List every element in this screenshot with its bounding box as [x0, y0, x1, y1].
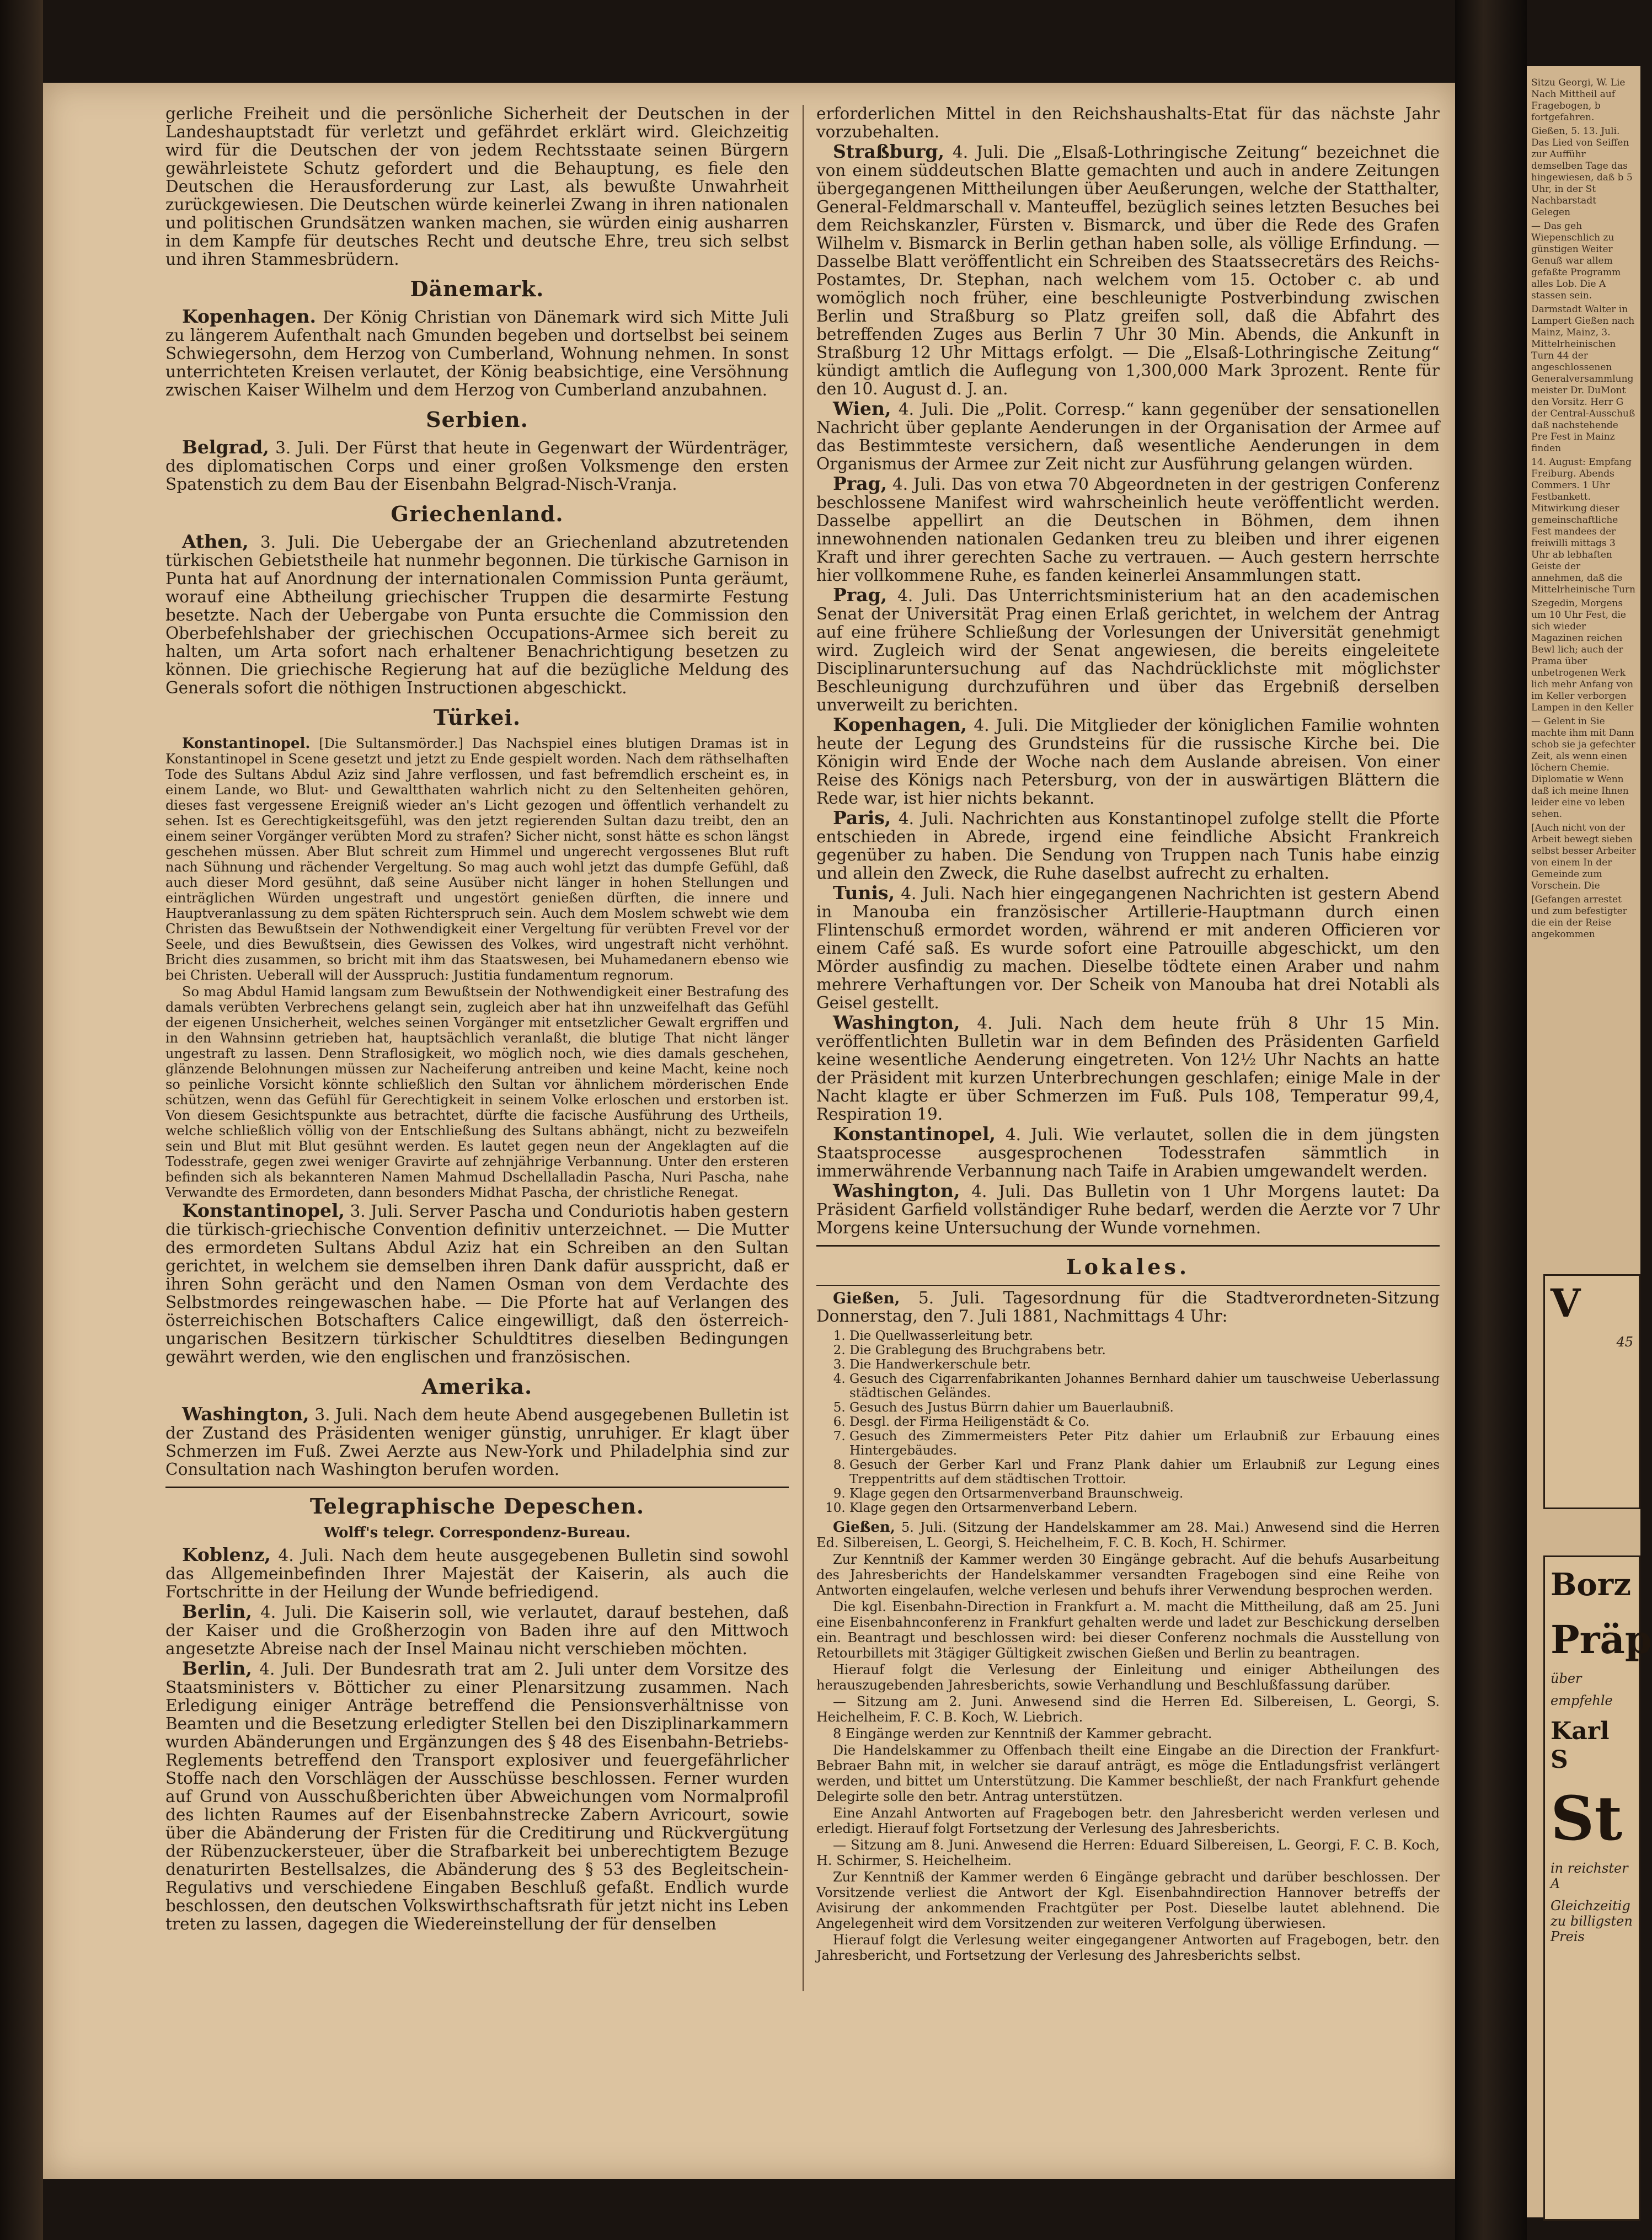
dateline-city: Berlin,: [182, 1601, 252, 1622]
dateline-city: Gießen,: [833, 1519, 895, 1536]
advertisement-box: [1543, 1555, 1652, 2221]
article-text: — Sitzung am 8. Juni. Anwesend die Herren: Eduard Silbereisen, L. Georgi, F. C. B. Koch, H. Schirmer, S. Heichelheim.: [816, 1837, 1440, 1868]
article-text: 5. Juli. (Sitzung der Handelskammer am 28. Mai.) Anwesend sind die Herren Ed. Silbereisen, L. Georgi, S. Heichelheim, F. C. B. Koch, H. Schirmer.: [816, 1520, 1440, 1551]
dateline-city: Straßburg,: [833, 141, 944, 162]
dateline-city: Prag,: [833, 473, 888, 494]
article-text: 4. Juli. Die Kaiserin soll, wie verlautet, darauf bestehen, daß der Kaiser und die Großherzogin von Baden ihre auf den Mittwoch angesetzte Abreise nach der Insel Mainau nicht verschieben möchten.: [165, 1603, 789, 1658]
agenda-item: 8. Gesuch der Gerber Karl und Franz Plank dahier um Erlaubniß zur Legung eines Treppentritts auf dem städtischen Trottoir.: [849, 1458, 1440, 1487]
dateline-city: Washington,: [833, 1180, 960, 1201]
article-text: 3. Juli. Server Pascha und Conduriotis haben gestern die türkisch-griechische Convention definitiv unterzeichnet. — Die Mutter des ermordeten Sultans Abdul Aziz hat ein Schreiben an den Sultan gerichtet, in welchem sie demselben ihren Dank dafür ausspricht, daß er ihren Sohn gerächt und den Namen Osman von dem Verdachte des Selbstmordes reingewaschen habe. — Die Pforte hat auf Verlangen des österreichischen Botschafters Calice eingewilligt, daß den österreich-ungarischen Besitzern türkischer Schuldtitres dieselben Bedingungen gewährt werden, wie den englischen und französischen.: [165, 1202, 789, 1366]
article-text: 4. Juli. Die Mitglieder der königlichen Familie wohnten heute der Legung des Grundsteins für die russische Kirche bei. Die Königin wird Ende der Woche nach dem Auslande abreisen. Von einer Reise des Königs nach Petersburg, von der in auswärtigen Blättern die Rede war, ist hier nichts bekannt.: [816, 716, 1440, 808]
article-text: 3. Juli. Die Uebergabe der an Griechenland abzutretenden türkischen Gebietstheile hat nunmehr begonnen. Die türkische Garnison in Punta hat auf Anordnung der internationalen Commission Punta geräumt, worauf eine Abtheilung griechischer Truppen die desarmirte Festung besetzte. Nach der Uebergabe von Punta ersuchte die Commission den Oberbefehlshaber der griechischen Occupations-Armee sich bereit zu halten, um Arta sofort nach erhaltener Benachrichtigung besetzen zu können. Die griechische Regierung hat auf die bezügliche Meldung des Generals sofort die nöthigen Instructionen abgeschickt.: [165, 533, 789, 697]
article-text: Der König Christian von Dänemark wird sich Mitte Juli zu längerem Aufenthalt nach Gmunden begeben und dortselbst bei seinem Schwiegersohn, dem Herzog von Cumberland, Wohnung nehmen. In sonst unterrichteten Kreisen verlautet, der König beabsichtige, eine Versöhnung zwischen Kaiser Wilhelm und dem Herzog von Cumberland anzubahnen.: [165, 308, 789, 399]
section-rule: [816, 1245, 1440, 1247]
paragraph: gerliche Freiheit und die persönliche Sicherheit der Deutschen in der Landeshauptstadt für verletzt und gefährdet erklärt wird. Gleichzeitig wird für die Deutschen der von jedem Rechtsstaate seinen Bürgern gewährleistete Schutz gefordert und die Behauptung, es fiele den Deutschen die Herausforderung zur Last, als bewußte Unwahrheit zurückgewiesen. Die Deutschen würde keinerlei Zwang in ihren nationalen und politischen Grundsätzen wanken machen, sie würden einig ausharren in dem Kampfe für deutsches Recht und deutsche Ehre, treu sich selbst und ihren Stammesbrüdern.: [165, 104, 789, 269]
article-text: Zur Kenntniß der Kammer werden 30 Eingänge gebracht. Auf die behufs Ausarbeitung des Jahresberichts der Handelskammer versandten Fragebogen sind eine Reihe von Antworten eingelaufen, welche verlesen und behufs ihrer Verwendung besprochen werden.: [816, 1552, 1440, 1598]
dateline-city: Athen,: [182, 531, 249, 552]
article-text: Hierauf folgt die Verlesung der Einleitung und einiger Abtheilungen des herauszugebenden Jahresberichts, sowie Verhandlung und Beschlußfassung darüber.: [816, 1662, 1440, 1693]
book-gutter: [1455, 0, 1527, 2240]
article-text: 3. Juli. Der Fürst that heute in Gegenwart der Würdenträger, des diplomatischen Corps und einer großen Volksmenge den ersten Spatenstich zu dem Bau der Eisenbahn Belgrad-Nisch-Vranja.: [165, 439, 789, 494]
agenda-item: 2. Die Grablegung des Bruchgrabens betr.: [849, 1343, 1440, 1357]
book-spine-left: [0, 0, 43, 2240]
dateline-city: Washington,: [833, 1012, 960, 1033]
ad-heading: Präp: [1551, 1617, 1652, 1662]
article-text: 4. Juli. Nach hier eingegangenen Nachrichten ist gestern Abend in Manouba ein französischer Artillerie-Hauptmann durch einen Flintenschuß ermordet worden, während er mit anderen Officieren vor einem Café saß. Es wurde sofort eine Patrouille abgeschickt, um den Mörder ausfindig zu machen. Dieselbe tödtete einen Araber und nahm mehrere Verhaftungen vor. Der Scheik von Manouba hat drei Notabli als Geisel gestellt.: [816, 884, 1440, 1012]
agenda-item: 4. Gesuch des Cigarrenfabrikanten Johannes Bernhard dahier um tauschweise Ueberlassung städtischen Geländes.: [849, 1372, 1440, 1400]
ad-text: Gleichzeitig zu billigsten Preis: [1551, 1898, 1633, 1944]
section-heading-telegraphische-depeschen: Telegraphische Depeschen.: [309, 1494, 645, 1519]
section-heading-amerika: Amerika.: [421, 1374, 533, 1399]
article-text: Eine Anzahl Antworten auf Fragebogen betr. den Jahresbericht werden verlesen und erledigt. Hierauf folgt Fortsetzung der Verlesung des Jahresberichts.: [816, 1805, 1440, 1836]
left-column: [165, 105, 789, 1934]
dateline-city: Washington,: [182, 1403, 309, 1425]
article-text: 5. Juli. Tagesordnung für die Stadtverordneten-Sitzung Donnerstag, den 7. Juli 1881, Nachmittags 4 Uhr:: [816, 1289, 1440, 1325]
adjacent-paragraph: Gießen, 5. 13. Juli. Das Lied von Seiffen zur Aufführ demselben Tage das hingewiesen, daß b 5 Uhr, in der St Nachbarstadt Gelegen: [1531, 126, 1633, 218]
advertisement-box: [1543, 1274, 1640, 1509]
section-rule: [165, 1487, 789, 1488]
dateline-city: Konstantinopel.: [182, 735, 311, 752]
agenda-item: 9. Klage gegen den Ortsarmenverband Braunschweig.: [849, 1487, 1440, 1501]
ad-heading: St: [1551, 1783, 1623, 1854]
paragraph: erforderlichen Mittel in den Reichshaushalts-Etat für das nächste Jahr vorzubehalten.: [816, 104, 1440, 141]
dateline-city: Wien,: [833, 398, 891, 419]
dateline-city: Konstantinopel,: [182, 1200, 345, 1221]
dateline-city: Koblenz,: [182, 1544, 271, 1565]
adjacent-paragraph: [Auch nicht von der Arbeit bewegt sieben selbst besser Arbeiter von einem In der Gemeinde zum Vorschein. Die: [1531, 822, 1636, 891]
section-heading-tuerkei: Türkei.: [433, 705, 521, 730]
section-heading-griechenland: Griechenland.: [391, 501, 564, 526]
adjacent-paragraph: Darmstadt Walter in Lampert Gießen nach Mainz, Mainz, 3. Mittelrheinischen Turn 44 der angeschlossenen Generalversammlung meister Dr. DuMont den Vorsitz. Herr G der Central-Ausschuß daß nachstehende Pre Fest in Mainz finden: [1531, 304, 1635, 454]
ad-heading: Karl S: [1551, 1717, 1610, 1774]
agenda-item: 5. Gesuch des Justus Bürrn dahier um Bauerlaubniß.: [849, 1400, 1440, 1415]
article-text: 3. Juli. Nach dem heute Abend ausgegebenen Bulletin ist der Zustand des Präsidenten weniger günstig, unruhiger. Er klagt über Schmerzen im Fuß. Zwei Aerzte aus New-York und Philadelphia sind zur Consultation nach Washington berufen worden.: [165, 1405, 789, 1479]
dateline-city: Belgrad,: [182, 436, 269, 458]
article-text: 4. Juli. Wie verlautet, sollen die in dem jüngsten Staatsprocesse ausgesprochenen Todesstrafen sämmtlich in immerwährende Verbannung nach Taife in Arabien umgewandelt werden.: [816, 1125, 1440, 1180]
right-column: [816, 105, 1440, 1964]
dateline-city: Gießen,: [833, 1289, 900, 1307]
dateline-city: Paris,: [833, 807, 891, 828]
ad-number: 45: [1616, 1334, 1633, 1350]
dateline-city: Berlin,: [182, 1658, 252, 1679]
article-text: [Die Sultansmörder.] Das Nachspiel eines blutigen Dramas ist in Konstantinopel in Scene gesetzt und jetzt zu Ende gespielt worden. Nach dem räthselhaften Tode des Sultans Abdul Aziz sind Jahre verflossen, und fast befremdlich erscheint es, in einem Lande, wo Blut- und Gewaltthaten wahrlich nicht zu den Seltenheiten gehören, dieses fast vergessene Ereigniß wieder an's Licht gezogen und öffentlich verhandelt zu sehen. Ist es Gerechtigkeitsgefühl, was den jetzt regierenden Sultan dazu treibt, den an einem seiner Vorgänger verübten Mord zu strafen? Sicher nicht, sonst hätte es schon längst geschehen müssen. Aber Blut schreit zum Himmel und ungerecht vergossenes Blut ruft nach Sühnung und rächender Vergeltung. So mag auch wohl jetzt das dumpfe Gefühl, daß auch dieser Mord gesühnt, daß seine Ausüber nicht länger in hohen Stellungen und einträglichen Würden ungestraft und ungestört genießen dürften, die innere und Hauptveranlassung zu dem späten Richterspruch sein. Auch dem Moslem schwebt wie dem Christen das Bewußtsein der Nothwendigkeit einer Vergeltung für verübten Frevel vor der Seele, und dies Bewußtsein, dies Gewissen des Volkes, wird ungestraft nicht verhöhnt. Bricht dies zusammen, so bricht mit ihm das Staatswesen, bei Muhamedanern ebenso wie bei Christen. Ueberall will der Ausspruch: Justitia fundamentum regnorum.: [165, 736, 789, 983]
section-rule: [816, 1285, 1440, 1286]
article-text: — Sitzung am 2. Juni. Anwesend sind die Herren Ed. Silbereisen, L. Georgi, S. Heichelheim, F. C. B. Koch, W. Liebrich.: [816, 1694, 1440, 1725]
article-text: Zur Kenntniß der Kammer werden 6 Eingänge gebracht und darüber beschlossen. Der Vorsitzende verliest die Antwort der Kgl. Eisenbahndirection Hannover betreffs der Avisirung der ankommenden Frachtgüter per Post. Dieselbe lautet ablehnend. Die Angelegenheit wird dem Vorsitzenden zur weiteren Verfolgung überwiesen.: [816, 1869, 1440, 1931]
dateline-city: Konstantinopel,: [833, 1123, 996, 1145]
article-text: 4. Juli. Das von etwa 70 Abgeordneten in der gestrigen Conferenz beschlossene Manifest wird wahrscheinlich heute veröffentlicht werden. Dasselbe appellirt an die Deutschen in Böhmen, dem ihnen innewohnenden nationalen Gedanken treu zu bleiben und ihrer eigenen Kraft und ihrer gerechten Sache zu vertrauen. — Auch gestern herrschte hier vollkommene Ruhe, es fanden keinerlei Ansammlungen statt.: [816, 475, 1440, 585]
article-text: 4. Juli. Die „Elsaß-Lothringische Zeitung“ bezeichnet die von einem süddeutschen Blatte gemachten und auch in andere Zeitungen übergegangenen Mittheilungen über Aeußerungen, welche der Statthalter, General-Feldmarschall v. Manteuffel, bezüglich seines letzten Besuches bei dem Reichskanzler, Fürsten v. Bismarck, und über die Rede des Grafen Wilhelm v. Bismarck in Berlin gethan haben solle, als völlige Erfindung. — Dasselbe Blatt veröffentlicht ein Schreiben des Staatssecretärs des Reichs-Postamtes, Dr. Stephan, nach welchem vom 15. October c. ab und womöglich noch früher, eine beschleunigte Postverbindung zwischen Berlin und Straßburg so Platz greifen soll, daß die Abfahrt des betreffenden Zuges aus Berlin 7 Uhr 30 Min. Abends, die Ankunft in Straßburg 12 Uhr Mittags erfolgt. — Die „Elsaß-Lothringische Zeitung“ kündigt amtlich die Auflegung von 1,300,000 Mark 3prozent. Rente für den 10. August d. J. an.: [816, 143, 1440, 398]
section-heading-lokales: Lokales.: [1066, 1254, 1190, 1279]
adjacent-paragraph: Sitzu Georgi, W. Lie Nach Mittheil auf Fragebogen, b fortgefahren.: [1531, 77, 1626, 123]
article-text: 4. Juli. Nach dem heute früh 8 Uhr 15 Min. veröffentlichten Bulletin war in dem Befinden des Präsidenten Garfield keine wesentliche Aenderung eingetreten. Von 12½ Uhr Nachts an hatte der Präsident mit kurzen Unterbrechungen geschlafen; einige Male in der Nacht klagte er über Schmerzen im Fuß. Puls 108, Temperatur 99,4, Respiration 19.: [816, 1014, 1440, 1124]
agenda-item: 10. Klage gegen den Ortsarmenverband Lebern.: [849, 1501, 1440, 1515]
dateline-city: Prag,: [833, 584, 888, 606]
article-text: 4. Juli. Nachrichten aus Konstantinopel zufolge stellt die Pforte entschieden in Abrede, irgend eine feindliche Absicht Frankreich gegenüber zu haben. Die Sendung von Truppen nach Tunis habe einzig und allein den Zweck, die Ruhe daselbst aufrecht zu erhalten.: [816, 809, 1440, 883]
ad-text: empfehle: [1551, 1693, 1613, 1708]
agenda-item: 3. Die Handwerkerschule betr.: [849, 1357, 1440, 1372]
article-text: Hierauf folgt die Verlesung weiter eingegangener Antworten auf Fragebogen, betr. den Jahresbericht, und Fortsetzung der Verlesung des Jahresberichts selbst.: [816, 1932, 1440, 1963]
ad-text: über: [1551, 1671, 1582, 1686]
column-divider: [803, 105, 804, 1991]
dateline-city: Kopenhagen.: [182, 306, 316, 327]
adjacent-paragraph: 14. August: Empfang Freiburg. Abends Commers. 1 Uhr Festbankett. Mitwirkung dieser gemeinschaftliche Fest mandees der freiwilli mittags 3 Uhr ab lebhaften Geiste der annehmen, daß die Mittelrheinische Turn: [1531, 457, 1635, 595]
article-text: So mag Abdul Hamid langsam zum Bewußtsein der Nothwendigkeit einer Bestrafung des damals verübten Verbrechens gelangt sein, zugleich aber hat ihn unzweifelhaft das Gefühl der eigenen Unsicherheit, welches seinen Vorgänger mit entsetzlicher Gewalt ergriffen und in den Wahnsinn getrieben hat, hauptsächlich veranlaßt, die blutige That nicht länger ungestraft zu lassen. Denn Straflosigkeit, wo möglich noch, wie dies damals geschehen, glänzende Belohnungen müssen zur Nacheiferung antreiben und keine Macht, keine noch so peinliche Vorsicht könnte schließlich den Sultan vor ähnlichem mörderischen Ende schützen, wenn das Gefühl für Gerechtigkeit in seinem Volke erloschen und erstorben ist. Von diesem Gesichtspunkte aus betrachtet, dürfte die facische Ausführung des Urtheils, welche schließlich völlig von der Entschließung des Sultans abhängt, nicht zu bezweifeln sein und Blut mit Blut gesühnt werden. Es lautet gegen neun der Angeklagten auf die Todesstrafe, gegen zwei weniger Gravirte auf zehnjährige Verbannung. Unter den ersteren befinden sich als bekannteren Namen Mahmud Dschellalladin Pascha, Nuri Pascha, nahe Verwandte des Ermordeten, dann besonders Midhat Pascha, der christliche Renegat.: [165, 984, 789, 1200]
section-heading-daenemark: Dänemark.: [410, 276, 544, 301]
article-text: 4. Juli. Das Bulletin von 1 Uhr Morgens lautet: Da Präsident Garfield vollständiger Ruhe bedarf, werden die Aerzte vor 7 Uhr Morgens keine Untersuchung der Wunde vornehmen.: [816, 1182, 1440, 1237]
article-text: 4. Juli. Das Unterrichtsministerium hat an den academischen Senat der Universität Prag einen Erlaß gerichtet, in welchem der Antrag auf eine frühere Schließung der Vorlesungen der Universität genehmigt wird. Zugleich wird der Senat angewiesen, die bereits eingeleitete Disciplinaruntersuchung auf das Nachdrücklichste mit möglichster Beschleunigung durchzuführen und über das Ergebniß derselben unverweilt zu berichten.: [816, 586, 1440, 714]
ad-initial: V: [1551, 1280, 1581, 1326]
article-text: Die Handelskammer zu Offenbach theilt eine Eingabe an die Direction der Frankfurt-Bebraer Bahn mit, in welcher sie darauf anträgt, es möge die Entladungsfrist verlängert werden, und bittet um Unterstützung. Die Kammer beschließt, der nach Frankfurt gehende Delegirte solle den betr. Antrag unterstützen.: [816, 1742, 1440, 1804]
article-text: 4. Juli. Der Bundesrath trat am 2. Juli unter dem Vorsitze des Staatsministers v. Bötticher zu einer Plenarsitzung zusammen. Nach Erledigung einiger Anträge betreffend die Pensionsverhältnisse von Beamten und die Besetzung erledigter Stellen bei den Disziplinarkammern wurden Abänderungen und Ergänzungen des § 48 des Eisenbahn-Betriebs-Reglements betreffend den Transport explosiver und feuergefährlicher Stoffe nach den Vorschlägen der Ausschüsse beschlossen. Ferner wurden auf Grund von Ausschußberichten über Abweichungen vom Normalprofil des lichten Raumes auf der Eisenbahnstrecke Zabern Avricourt, sowie über die Abänderung der Fristen für die Creditirung und Rückvergütung der Rübenzuckersteuer, über die Strafbarkeit bei unberechtigtem Bezuge denaturirten Bestellsalzes, die Abänderung des § 53 des Begleitschein-Regulativs und verschiedene Eingaben Beschluß gefaßt. Endlich wurde beschlossen, den deutschen Volkswirthschaftsrath für jetzt nicht ins Leben treten zu lassen, dagegen die Wiedereinstellung der für denselben: [165, 1660, 789, 1933]
adjacent-paragraph: [Gefangen arrestet und zum befestigter die ein der Reise angekommen: [1531, 894, 1627, 940]
article-text: Die kgl. Eisenbahn-Direction in Frankfurt a. M. macht die Mittheilung, daß am 25. Juni eine Eisenbahnconferenz in Frankfurt gehalten werde und ladet zur Beschickung derselben ein. Beantragt und beschlossen wird: bei dieser Conferenz nochmals die Ausstellung von Retourbillets mit 3tägiger Gültigkeit zwischen Gießen und Berlin zu beantragen.: [816, 1599, 1440, 1661]
dateline-city: Tunis,: [833, 882, 895, 904]
adjacent-paragraph: — Das geh Wiepenschlich zu günstigen Weiter Genuß war allem gefaßte Programm alles Lob. Die A stassen sein.: [1531, 221, 1621, 301]
agenda-item: 7. Gesuch des Zimmermeisters Peter Pitz dahier um Erlaubniß zur Erbauung eines Hintergebäudes.: [849, 1429, 1440, 1458]
article-text: 8 Eingänge werden zur Kenntniß der Kammer gebracht.: [833, 1726, 1212, 1741]
dateline-city: Kopenhagen,: [833, 714, 967, 735]
section-heading-serbien: Serbien.: [426, 407, 528, 432]
bureau-subheading: Wolff's telegr. Correspondenz-Bureau.: [324, 1525, 630, 1541]
ad-heading: Borz: [1551, 1567, 1631, 1603]
agenda-item: 6. Desgl. der Firma Heiligenstädt & Co.: [849, 1415, 1440, 1429]
article-text: 4. Juli. Die „Polit. Corresp.“ kann gegenüber der sensationellen Nachricht über geplante Aenderungen in der Organisation der Armee auf das Bestimmteste versichern, daß wesentliche Aenderungen in dem Organismus der Armee zur Zeit nicht zur Ausführung gelangen würden.: [816, 400, 1440, 473]
article-text: 4. Juli. Nach dem heute ausgegebenen Bulletin sind sowohl das Allgemeinbefinden Ihrer Majestät der Kaiserin, als auch die Fortschritte in der Heilung der Wunde befriedigend.: [165, 1546, 789, 1601]
adjacent-paragraph: — Gelent in Sie machte ihm mit Dann schob sie ja gefechter Zeit, als wenn einen löchern Chemie. Diplomatie w Wenn daß ich meine Ihnen leider eine vo leben sehen.: [1531, 716, 1635, 820]
adjacent-page-text: [1531, 77, 1636, 943]
ad-text: in reichster A: [1551, 1861, 1628, 1891]
adjacent-page: [1527, 66, 1652, 2217]
adjacent-paragraph: Szegedin, Morgens um 10 Uhr Fest, die sich wieder Magazinen reichen Bewl lich; auch der Prama über unbetrogenen Werk lich mehr Anfang von im Keller verborgen Lampen in den Keller: [1531, 598, 1634, 713]
agenda-list: [849, 1329, 1440, 1515]
agenda-item: 1. Die Quellwasserleitung betr.: [849, 1329, 1440, 1343]
